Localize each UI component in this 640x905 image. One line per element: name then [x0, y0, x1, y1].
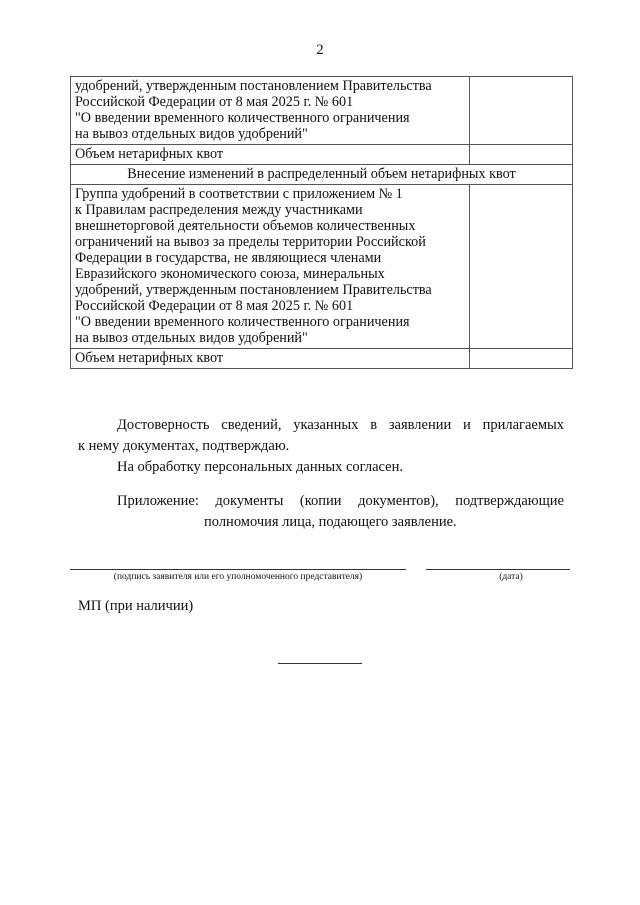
- table-text-line: на вывоз отдельных видов удобрений": [75, 330, 308, 346]
- end-rule: [278, 663, 362, 664]
- table-row: [71, 165, 573, 185]
- consent-statement: [78, 457, 564, 478]
- appendix-line: Приложение: документы (копии документов), подтверждающие: [117, 493, 564, 509]
- confirmation-line: Достоверность сведений, указанных в заявлении и прилагаемых: [117, 417, 564, 433]
- table-text-line: к Правилам распределения между участниками: [75, 202, 363, 218]
- signature-caption: (подпись заявителя или его уполномоченного представителя): [113, 572, 363, 582]
- quota-volume-label: Объем нетарифных квот: [71, 145, 470, 165]
- confirmation-statement: [78, 415, 564, 457]
- table-row: [71, 185, 573, 349]
- table-text-line: "О введении временного количественного ограничения: [75, 314, 410, 330]
- fertilizer-group-cell: [71, 77, 470, 145]
- table-text-line: Евразийского экономического союза, минеральных: [75, 266, 385, 282]
- table-text-line: удобрений, утвержденным постановлением Правительства: [75, 78, 432, 94]
- value-cell[interactable]: [470, 185, 573, 349]
- quota-table: [70, 76, 573, 369]
- fertilizer-group-cell: [71, 185, 470, 349]
- value-cell[interactable]: [470, 145, 573, 165]
- table-text-line: удобрений, утвержденным постановлением Правительства: [75, 282, 432, 298]
- table-text-line: ограничений на вывоз за пределы территории Российской: [75, 234, 426, 250]
- signature-line: [70, 569, 406, 570]
- section-heading: Внесение изменений в распределенный объем нетарифных квот: [71, 165, 573, 185]
- table-text-line: Группа удобрений в соответствии с приложением № 1: [75, 186, 403, 202]
- table-row: [71, 349, 573, 369]
- confirmation-line: к нему документах, подтверждаю.: [78, 438, 290, 454]
- appendix-note: [117, 491, 564, 533]
- value-cell[interactable]: [470, 77, 573, 145]
- appendix-line: полномочия лица, подающего заявление.: [204, 514, 457, 530]
- table-text-line: "О введении временного количественного ограничения: [75, 110, 410, 126]
- quota-volume-label: Объем нетарифных квот: [71, 349, 470, 369]
- consent-text: На обработку персональных данных согласен.: [117, 459, 403, 475]
- table-row: [71, 77, 573, 145]
- date-caption: (дата): [499, 572, 523, 582]
- page-number: 2: [316, 42, 324, 58]
- table-text-line: Федерации в государства, не являющиеся членами: [75, 250, 382, 266]
- table-text-line: Российской Федерации от 8 мая 2025 г. № 601: [75, 298, 354, 314]
- table-text-line: внешнеторговой деятельности объемов количественных: [75, 218, 416, 234]
- table-text-line: на вывоз отдельных видов удобрений": [75, 126, 308, 142]
- stamp-note: МП (при наличии): [78, 598, 194, 614]
- table-text-line: Российской Федерации от 8 мая 2025 г. № 601: [75, 94, 354, 110]
- date-line: [426, 569, 570, 570]
- table-row: [71, 145, 573, 165]
- value-cell[interactable]: [470, 349, 573, 369]
